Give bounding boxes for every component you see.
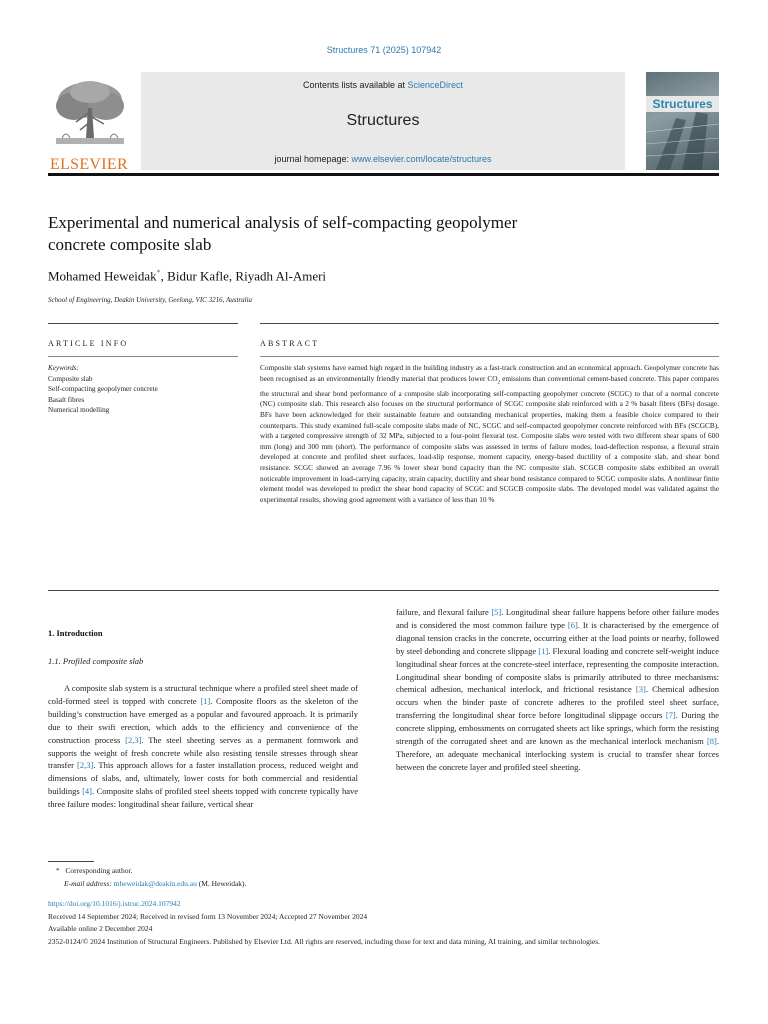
reference-link[interactable]: [1] [538, 645, 549, 656]
journal-name: Structures [346, 112, 420, 129]
text-run: . Longitudinal shear failure happens before other failure modes and is considered the most common failure type [396, 607, 720, 630]
reference-link[interactable]: [1] [200, 695, 211, 706]
text-run: A composite slab system is a structural technique where a profiled steel sheet made of cold-formed steel is topped with concrete [48, 683, 358, 706]
elsevier-tree-icon [52, 78, 128, 148]
contents-availability [141, 80, 625, 90]
abstract-bottom-rule [48, 590, 719, 591]
text-run: . During the concrete slipping, embossments on corrugated sheets act like springs, which form the resisting strength of the corrugated sheet and are known as the mechanical interlock mechanism [396, 710, 719, 747]
homepage-link[interactable]: www.elsevier.com/locate/structures [351, 154, 492, 164]
abstract-rule-top [260, 323, 719, 324]
elsevier-logo[interactable] [48, 78, 130, 172]
text-run: . Composite slabs of profiled steel sheets topped with concrete typically have three failure modes: longitudinal shear failure, vertical shear [48, 786, 358, 810]
keyword-item: Numerical modelling [48, 406, 110, 414]
text-run: . It is characterised by the emergence of diagonal tension cracks in the concrete, occurring either at the load points or nearby, followed by steel debonding and concrete slippage [396, 619, 719, 656]
keyword-item: Basalt fibres [48, 395, 85, 404]
right-paragraph [396, 606, 719, 774]
author-name[interactable]: Riyadh Al-Ameri [235, 268, 327, 284]
left-paragraph [48, 682, 358, 811]
abstract-text [260, 363, 719, 506]
available-online-date: Available online 2 December 2024 [48, 924, 153, 933]
author-affiliation: School of Engineering, Deakin University, Geelong, VIC 3216, Australia [48, 296, 253, 304]
email-label: E-mail address: [64, 879, 112, 888]
journal-homepage [141, 154, 625, 164]
reference-link[interactable]: [2,3] [77, 760, 94, 771]
keywords-label: Keywords: [48, 364, 79, 372]
homepage-prefix: journal homepage: [274, 154, 352, 164]
text-run: . Chemical adhesion occurs when the binder paste of concrete adheres to the profiled steel sheet surface, transferring the longitudinal shear force before longitudinal slippage occurs [396, 684, 719, 721]
text-run: . Therefore, an adequate mechanical interlocking system is crucial to transfer shear forces between the concrete layer and profiled steel sheeting. [396, 736, 719, 772]
abstract-rule-2 [260, 356, 719, 357]
corresponding-author-footnote [56, 866, 132, 875]
availability-prefix: Contents lists available at [302, 80, 408, 90]
author-name[interactable]: Mohamed Heweidak [48, 268, 157, 284]
journal-masthead [141, 72, 625, 170]
article-info-heading: ARTICLE INFO [48, 339, 129, 348]
journal-cover-thumbnail[interactable] [646, 72, 719, 170]
abstract-heading: ABSTRACT [260, 339, 320, 348]
email-footnote [64, 879, 246, 888]
doi-link[interactable]: https://doi.org/10.1016/j.istruc.2024.107942 [48, 899, 181, 908]
section-heading-introduction: 1. Introduction [48, 628, 103, 638]
text-run: . Composite floors as the skeleton of the building’s construction have emerged as a popular and favoured approach. It is primarily due to their swift erection, which adds to the efficiency and convenience of the construction process [48, 695, 358, 745]
article-title [48, 212, 608, 256]
cover-building-icon [646, 72, 719, 170]
keyword-item: Self-compacting geopolymer concrete [48, 385, 158, 393]
footnote-rule [48, 861, 94, 862]
copyright-notice: 2352-0124/© 2024 Institution of Structural Engineers. Published by Elsevier Ltd. All rights are reserved, including those for text and data mining, AI training, and similar technologies. [48, 937, 601, 946]
title-line-1: Experimental and numerical analysis of self-compacting geopolymer [48, 213, 518, 232]
footnote-text: Corresponding author. [65, 866, 133, 875]
reference-link[interactable]: [8] [706, 736, 717, 747]
text-run: failure, and flexural failure [396, 607, 492, 617]
reference-link[interactable]: [5] [491, 607, 502, 617]
reference-link[interactable]: [6] [567, 619, 578, 630]
corresponding-author-mark[interactable]: * [156, 268, 161, 277]
keyword-item: Composite slab [48, 374, 93, 383]
subsection-heading: 1.1. Profiled composite slab [48, 656, 144, 666]
received-dates: Received 14 September 2024; Received in revised form 13 November 2024; Accepted 27 November 2024 [48, 912, 368, 921]
email-owner: (M. Heweidak). [198, 879, 247, 888]
abstract-subscript: 2 [497, 380, 501, 386]
abstract-part-1: Composite slab systems have earned high regard in the building industry as a fast-track construction and an economical approach. Geopolymer concrete has been recognised as an environmentally friendly material that produces lower CO [260, 363, 719, 383]
text-run: . Flexural loading and concrete self-weight induce longitudinal shear forces at the concrete-steel interface, representing the composite interaction. Longitudinal shear bonding of composite slabs is primarily attributed to three mechanisms: chemical adhesion, mechanical interlock, and frictional resistance [396, 645, 719, 695]
abstract-part-2: emissions than conventional cement-based concrete. This paper compares the structural and shear bond performance of a composite slab incorporating self-compacting geopolymer concrete (SCGC) to that of a normal concrete (NC) composite slab. This research also focuses on the structural performance of SCGC composite slab reinforced with a 2 % basalt fibres (BFs) dosage. BFs have been acknowledged for their sustainable feature and outstanding mechanical properties, making them a feasible choice compared to their counterparts. This study examined full-scale composite slabs made of NC, SCGC and self-compacted geopolymer concrete reinforced with BFs (SCGCB), with a targeted compressive strength of 32 MPa, subjected to a four-point flexural test. Composite slabs were tested with two different shear spans of 600 mm (long) and 300 mm (short). The performance of composite slabs was assessed in terms of failure modes, load-deflection response, a flexural strain developed at concrete and profiled sheet surfaces, load-slip response, moment capacity, energy-based ductility of a composite slab, and shear bond resistance. SCGC showed an average 7.96 % lower shear bond capacity than the NC composite slab. SCGCB composite slabs exhibited an overall noticeable improvement in load-carrying capacity, strain capacity, ductility and shear bond resistance compared to SCGC composite slabs. A nonlinear finite element model was developed to predict the shear bond capacity of SCGC and SCGCB composite slabs. The developed model was validated against the experimental results, showing good agreement with a variance of less than 10 % [260, 373, 719, 504]
text-run: . This approach allows for a faster installation process, reduced weight and dimensions of slabs, and, ultimately, lower costs for both commercial and residential buildings [48, 760, 358, 797]
email-link[interactable]: mheweidak@deakin.edu.au [113, 879, 197, 888]
reference-link[interactable]: [4] [82, 786, 93, 797]
reference-link[interactable]: [7] [665, 710, 676, 721]
journal-citation[interactable]: Structures 71 (2025) 107942 [326, 45, 442, 55]
article-info-rule [48, 323, 238, 324]
title-line-2: concrete composite slab [48, 235, 212, 254]
cover-title: Structures [646, 96, 719, 112]
sciencedirect-link[interactable]: ScienceDirect [407, 80, 464, 90]
author-name[interactable]: Bidur Kafle [167, 268, 229, 284]
reference-link[interactable]: [2,3] [125, 734, 142, 745]
footnote-mark: * [56, 866, 60, 875]
journal-header [48, 70, 719, 174]
text-run: . The steel sheeting serves as a permanent formwork and supports the weight of fresh concrete while also resisting tensile stresses through shear transfer [48, 734, 358, 771]
header-rule [48, 173, 719, 176]
elsevier-wordmark: ELSEVIER [50, 156, 128, 173]
article-info-rule-2 [48, 356, 238, 357]
keywords-block [48, 363, 238, 416]
reference-link[interactable]: [3] [635, 684, 646, 695]
author-list: Mohamed Heweidak*, Bidur Kafle, Riyadh Al-Ameri [48, 268, 327, 284]
